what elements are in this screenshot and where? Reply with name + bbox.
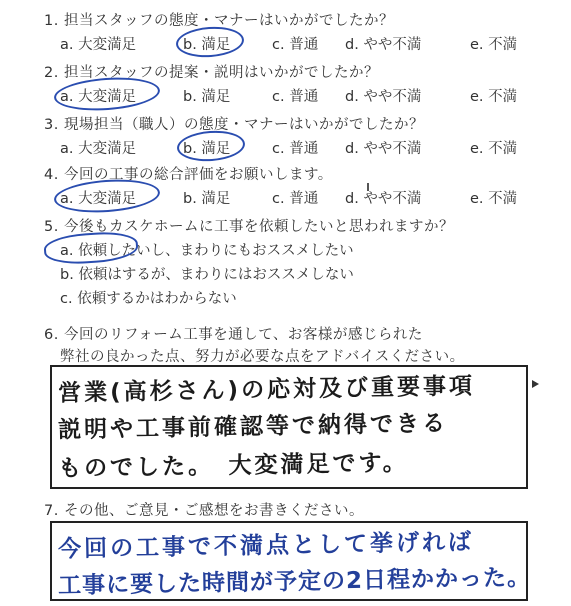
option-2d[interactable]: d. やや不満 [345, 89, 422, 105]
option-5c[interactable]: c. 依頼するかはわからない [60, 291, 237, 307]
q6-answer-line-2: 説明や工事前確認等で納得できる [57, 410, 449, 444]
question-1-label: 1. 担当スタッフの態度・マナーはいかがでしたか？ [44, 13, 394, 29]
option-2a[interactable]: a. 大変満足 [60, 89, 137, 105]
option-4a[interactable]: a. 大変満足 [60, 191, 137, 207]
option-1b[interactable]: b. 満足 [183, 37, 231, 53]
option-3d[interactable]: d. やや不満 [345, 141, 422, 157]
option-3a[interactable]: a. 大変満足 [60, 141, 137, 157]
option-5a[interactable]: a. 依頼したいし、まわりにもおススメしたい [60, 243, 354, 259]
option-1c[interactable]: c. 普通 [272, 37, 319, 53]
q6-answer-line-3: ものでした。 大変満足です。 [57, 449, 409, 483]
option-4d[interactable]: d. やや不満 [345, 191, 422, 207]
option-4e[interactable]: e. 不満 [470, 191, 518, 207]
question-7-label: 7. その他、ご意見・ご感想をお書きください。 [44, 503, 364, 519]
q7-answer-line-1: 今回の工事で不満点として挙げれば [57, 529, 475, 563]
option-5b[interactable]: b. 依頼はするが、まわりにはおススメしない [60, 267, 354, 283]
option-3c[interactable]: c. 普通 [272, 141, 319, 157]
question-4-label: 4. 今回の工事の総合評価をお願いします。 [44, 167, 333, 183]
option-2c[interactable]: c. 普通 [272, 89, 319, 105]
question-6-label: 6. 今回のリフォーム工事を通して、お客様が感じられた [44, 327, 423, 343]
option-3e[interactable]: e. 不満 [470, 141, 518, 157]
option-1e[interactable]: e. 不満 [470, 37, 518, 53]
option-1a[interactable]: a. 大変満足 [60, 37, 137, 53]
option-4b[interactable]: b. 満足 [183, 191, 231, 207]
question-2-label: 2. 担当スタッフの提案・説明はいかがでしたか？ [44, 65, 379, 81]
option-2b[interactable]: b. 満足 [183, 89, 231, 105]
q6-answer-line-1: 営業(高杉さん)の応対及び重要事項 [57, 373, 476, 407]
option-2e[interactable]: e. 不満 [470, 89, 518, 105]
option-3b[interactable]: b. 満足 [183, 141, 231, 157]
margin-arrow-mark [532, 380, 539, 388]
option-1d[interactable]: d. やや不満 [345, 37, 422, 53]
question-3-label: 3. 現場担当（職人）の態度・マナーはいかがでしたか？ [44, 117, 424, 133]
question-5-label: 5. 今後もカスケホームに工事を依頼したいと思われますか？ [44, 219, 454, 235]
question-6-label-2: 弊社の良かった点、努力が必要な点をアドバイスください。 [60, 349, 465, 365]
stray-mark [367, 183, 369, 191]
q7-answer-line-2: 工事に要した時間が予定の2日程かかった。 [57, 564, 532, 600]
option-4c[interactable]: c. 普通 [272, 191, 319, 207]
